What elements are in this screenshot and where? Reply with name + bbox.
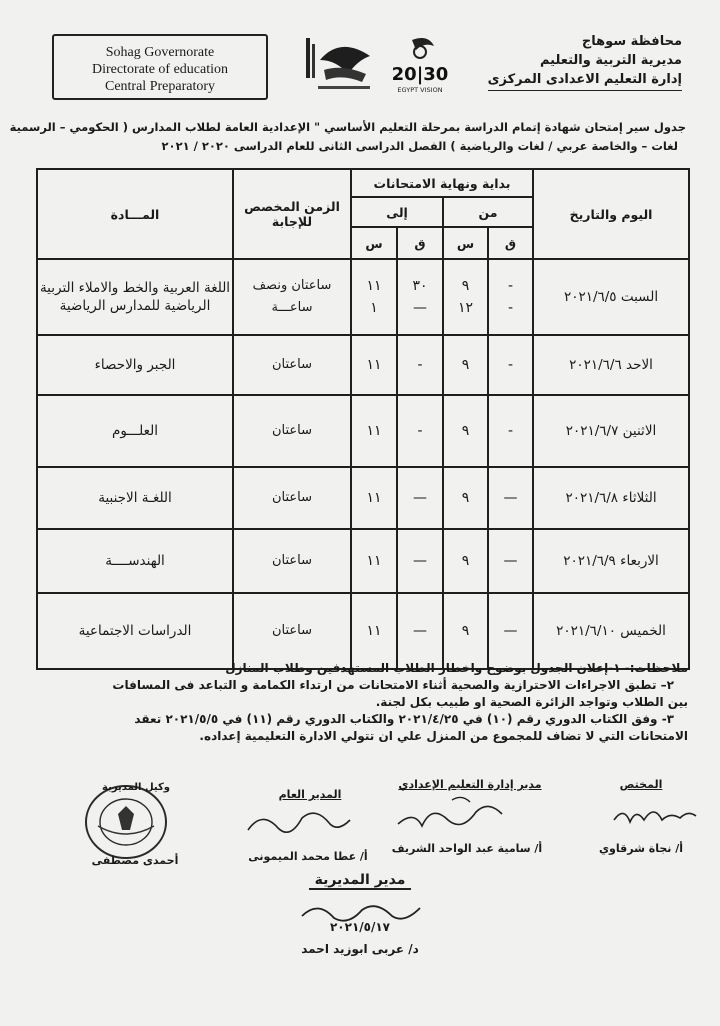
directorate-director-name: د/ عربى ابوزيد احمد xyxy=(301,942,419,956)
specialist-signature-scribble xyxy=(610,798,700,832)
row-from-q: — xyxy=(488,467,533,529)
row-from-s: ٩ ١٢ xyxy=(443,259,488,335)
english-header-line-2: Directorate of education xyxy=(91,62,229,77)
table-row xyxy=(37,467,689,529)
row-day-date: الخميس ٢٠٢١/٦/١٠ xyxy=(533,593,689,669)
row-from-s: ٩ xyxy=(443,529,488,593)
row-from-q: - xyxy=(488,395,533,467)
row-duration: ساعتان xyxy=(233,335,351,395)
specialist-title: المختص xyxy=(619,778,663,791)
directorate-director-title: مدير المديرية xyxy=(309,872,412,890)
vision-logo-caption: EGYPT VISION xyxy=(397,86,443,94)
row-to-q: ٣٠ — xyxy=(397,259,443,335)
general-director-name: أ/ عطا محمد الميمونى xyxy=(248,850,368,863)
table-row xyxy=(37,529,689,593)
row-subject: العلـــوم xyxy=(37,395,233,467)
table-row xyxy=(37,259,689,335)
row-subject: اللغـة الاجنبية xyxy=(37,467,233,529)
header-to-q: ق xyxy=(397,227,443,259)
title-line-1: جدول سير إمتحان شهادة إتمام الدراسة بمرحلة التعليم الأساسي " الإعدادية العامة لطلاب المدارس ( الحكومي – الرسمية xyxy=(9,120,686,134)
specialist-name: أ/ نجاة شرقاوي xyxy=(598,842,684,855)
arabic-header-line-1: محافظة سوهاج xyxy=(581,34,682,49)
header-from-q: ق xyxy=(488,227,533,259)
handwritten-date: ٢٠٢١/٥/١٧ xyxy=(329,920,391,934)
document-title xyxy=(9,118,686,156)
english-header-line-1: Sohag Governorate xyxy=(105,45,215,60)
row-subject: الدراسات الاجتماعية xyxy=(37,593,233,669)
header-start-end: بداية ونهاية الامتحانات xyxy=(351,169,533,197)
header-from: من xyxy=(443,197,533,227)
note-line-5: الامتحانات التي لا تضاف للمجموع من المنزل علي ان تتولي الادارة التعليمية إعداده. xyxy=(199,729,688,743)
header-to: إلى xyxy=(351,197,443,227)
table-row xyxy=(37,395,689,467)
english-header-line-3: Central Preparatory xyxy=(104,79,215,94)
row-from-q: — xyxy=(488,593,533,669)
dept-director-title: مدير إدارة التعليم الإعدادي xyxy=(398,778,542,791)
row-to-s: ١١ xyxy=(351,395,397,467)
row-to-q: - xyxy=(397,395,443,467)
row-to-q: — xyxy=(397,593,443,669)
row-to-s: ١١ xyxy=(351,467,397,529)
row-to-q: — xyxy=(397,467,443,529)
row-from-q: — xyxy=(488,529,533,593)
arabic-header-line-3: إدارة التعليم الاعدادى المركزى xyxy=(488,70,682,91)
header-day-date: اليوم والتاريخ xyxy=(533,169,689,259)
deputy-title: وكيل المديرية xyxy=(102,782,170,793)
note-line-1: ملاحظات:- ١-إعلان الجدول بوضوح واخطار الطلاب المستهدفين وطلاب المنازل xyxy=(225,661,688,675)
row-to-s: ١١ xyxy=(351,335,397,395)
row-day-date: الاربعاء ٢٠٢١/٦/٩ xyxy=(533,529,689,593)
row-day-date: الاثنين ٢٠٢١/٦/٧ xyxy=(533,395,689,467)
egypt-vision-2030-logo-icon xyxy=(382,32,458,98)
row-to-q: — xyxy=(397,529,443,593)
english-header-box xyxy=(52,34,268,100)
general-director-title: المدير العام xyxy=(278,788,342,801)
row-duration: ساعتان xyxy=(233,593,351,669)
arabic-header xyxy=(462,32,682,91)
row-day-date: السبت ٢٠٢١/٦/٥ xyxy=(533,259,689,335)
row-from-q: - - xyxy=(488,259,533,335)
arabic-header-line-2: مديرية التربية والتعليم xyxy=(539,53,682,68)
table-row xyxy=(37,593,689,669)
dept-director-signature-scribble xyxy=(392,790,512,838)
row-from-s: ٩ xyxy=(443,467,488,529)
row-duration: ساعتان ونصف ساعـــة xyxy=(233,259,351,335)
title-line-2: لغات – والخاصة عربي / لغات والرياضية ) الفصل الدراسى الثانى للعام الدراسى ٢٠٢٠ / ٢٠٢١ xyxy=(161,139,678,153)
deputy-name: أحمدى مصطفى xyxy=(91,854,179,867)
row-from-s: ٩ xyxy=(443,593,488,669)
row-to-s: ١١ xyxy=(351,529,397,593)
row-day-date: الاحد ٢٠٢١/٦/٦ xyxy=(533,335,689,395)
vision-logo-number: 20|30 xyxy=(391,64,449,85)
row-to-s: ١١ ١ xyxy=(351,259,397,335)
row-to-s: ١١ xyxy=(351,593,397,669)
row-to-q: - xyxy=(397,335,443,395)
table-row xyxy=(37,335,689,395)
row-subject: الجبر والاحصاء xyxy=(37,335,233,395)
row-from-s: ٩ xyxy=(443,335,488,395)
notes-section xyxy=(36,660,688,745)
row-subject: اللغة العربية والخط والاملاء التربية الرياضية للمدارس الرياضية xyxy=(37,259,233,335)
header-duration: الزمن المخصص للإجابة xyxy=(233,169,351,259)
row-from-s: ٩ xyxy=(443,395,488,467)
header-to-s: س xyxy=(351,227,397,259)
note-line-4: ٣- وفق الكتاب الدوري رقم (١٠) في ٢٠٢١/٤/٢٥ والكتاب الدوري رقم (١١) في ٢٠٢١/٥/٥ تعقد xyxy=(134,712,674,726)
note-line-3: بين الطلاب وتواجد الزائرة الصحية او طبيب بكل لجنة. xyxy=(375,695,688,709)
row-from-q: - xyxy=(488,335,533,395)
header-from-s: س xyxy=(443,227,488,259)
row-day-date: الثلاثاء ٢٠٢١/٦/٨ xyxy=(533,467,689,529)
row-duration: ساعتان xyxy=(233,395,351,467)
specialist-signature xyxy=(586,778,696,791)
dept-director-name: أ/ سامية عبد الواحد الشريف xyxy=(391,842,543,855)
header-subject: المـــادة xyxy=(37,169,233,259)
row-duration: ساعتان xyxy=(233,529,351,593)
exam-schedule-table xyxy=(36,168,690,670)
note-line-2: ٢– تطبق الاجراءات الاحترازية والصحية أثناء الامتحانات من ارتداء الكمامة و التباعد فى المسافات xyxy=(112,678,674,692)
general-director-signature-scribble xyxy=(238,800,358,844)
row-subject: الهندســــة xyxy=(37,529,233,593)
ministry-logo-icon xyxy=(300,30,380,100)
row-duration: ساعتان xyxy=(233,467,351,529)
directorate-director-signature xyxy=(280,872,440,890)
